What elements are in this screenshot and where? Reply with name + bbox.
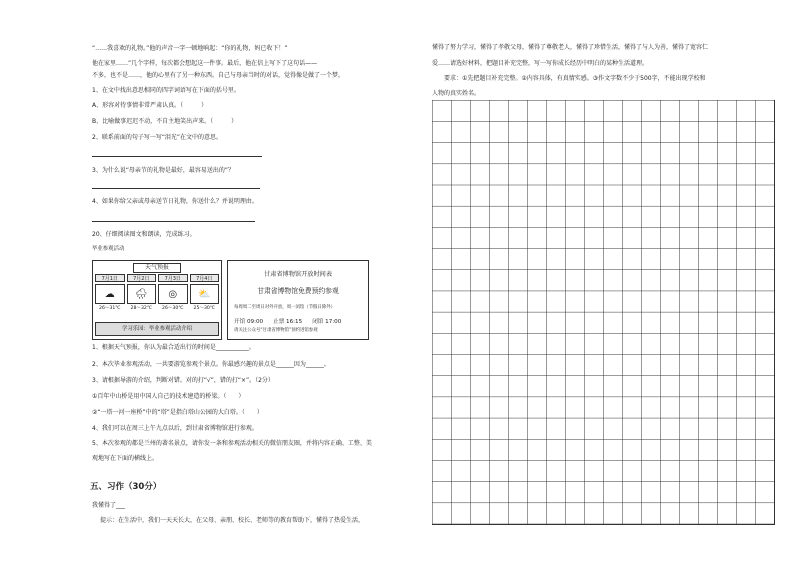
weather-note: 学习乐园：毕业参观活动介绍: [95, 322, 219, 336]
question-1: 1、在文中找出意思相同的四字词语写在下面的括号里。: [92, 87, 240, 94]
text-line: 爱……请选好材料，把题目补充完整，写一写你成长经历中明白的某种生活道理。: [432, 60, 649, 67]
weather-date: 7月1日: [95, 274, 125, 282]
weather-temp: 26～30℃: [162, 306, 184, 311]
writing-grid[interactable]: [432, 100, 775, 525]
question-2: 2、联系前面的句子写一写“泪光”在文中的意思。: [92, 134, 223, 141]
question-4: 4、如果你给父亲或母亲送节日礼物，你送什么？并说明理由。: [92, 198, 258, 205]
museum-subtitle: 甘肃省博物馆免费预约参观: [257, 287, 339, 295]
partly-cloudy-icon: ⛅: [190, 284, 220, 304]
text-line: “……我喜欢的礼物。”他的声音一字一顿地响起：“你的礼物，妈已收下！”: [92, 45, 288, 52]
cloud-icon: ☁: [95, 284, 125, 304]
weather-title: 天气预报: [133, 263, 181, 273]
sub-question-5-cont: 观地写在下面的横线上。: [92, 455, 159, 462]
sub-question-2: 2、本次毕业参观活动，一共要游览参观个景点。你最感兴趣的景点是______因为______。: [92, 361, 330, 368]
rain-icon: 🌧: [127, 284, 157, 304]
sub-question-3: 3、请根据导游的介绍，判断对错。对的打“√”，错的打“×”。（2分）: [92, 377, 274, 384]
weather-date: 7月4日: [190, 274, 220, 282]
museum-stop-time: 止票 16:15: [273, 319, 303, 325]
sub-question-4: 4、我们可以在周三上午九点以后，到甘肃省博物馆进行参观。: [92, 425, 258, 432]
essay-hint: 提示：在生活中，我们一天天长大，在父母、亲朋、校长、老师等的教育帮助下，懂得了热爱生活，: [100, 517, 365, 524]
museum-hours-note: 每周周二至周日对外开放，周一闭馆（节假日除外）: [234, 305, 335, 310]
weather-forecast-card: [92, 260, 222, 340]
weather-temp: 25～30℃: [193, 306, 215, 311]
museum-timetable-card: [227, 260, 369, 340]
section-heading: 五、习作（30分）: [90, 482, 162, 492]
essay-requirements: 要求：①先把题目补充完整。②内容具体，有真情实感。③作文字数不少于500字，不能出现学校和: [444, 75, 706, 82]
museum-close-time: 闭馆 17:00: [312, 319, 342, 325]
text-line: 他在家里……”几个字样，每次都会想起这一件事。最后，他在信上写下了这句话——: [92, 60, 318, 67]
question-1a: A、形容对待事情非常严肃认真。（ ）: [92, 102, 208, 109]
question-1b: B、比喻做事迟迟不动，不自主地笑出声来。（ ）: [92, 118, 238, 125]
answer-line[interactable]: [92, 156, 262, 157]
caption: 毕业参观活动: [92, 246, 125, 252]
museum-open-time: 开馆 09:00: [234, 319, 264, 325]
sub-question-5: 5、本次参观的都是兰州的著名景点，请你发一条和参观活动相关的微信朋友圈，并将内容正确、工整、美: [92, 440, 372, 447]
sub-question-3b: ②“一塔一河一座桥”中的“塔”是指白塔山公园的大白塔。（ ）: [92, 409, 263, 416]
answer-line[interactable]: [92, 221, 255, 222]
question-3: 3、为什么说“母亲节的礼物是最好，最容易送出的”？: [92, 167, 235, 174]
question-20: 20、仔细阅读图文和朗读，完成练习。: [92, 231, 196, 238]
museum-title: 甘肃省博物馆开放时间表: [263, 271, 333, 278]
haze-icon: ◎: [158, 284, 188, 304]
answer-line[interactable]: [92, 188, 260, 189]
weather-temp: 28～32℃: [130, 306, 152, 311]
essay-requirements-cont: 人物的真实姓名。: [432, 90, 481, 97]
weather-temp: 26～31℃: [99, 306, 121, 311]
weather-date: 7月3日: [158, 274, 188, 282]
museum-booking-note: 请关注公众号“甘肃省博物馆”预约进馆参观: [234, 328, 318, 333]
text-line: 懂得了努力学习，懂得了孝敬父母，懂得了尊敬老人，懂得了珍惜生活，懂得了与人为善，懂得了宽容仁: [432, 44, 709, 51]
sub-question-3a: ①百年中山桥是用中国人自己的技术建造的桥梁。（ ）: [92, 393, 245, 400]
sub-question-1: 1、根据天气预报，你认为最合适出行的时间是___________。: [92, 344, 255, 351]
weather-date: 7月2日: [127, 274, 157, 282]
text-line: 不多，也不是……，他的心里有了另一种东西。自己与母亲当时的对话，觉得像是做了一个梦。: [92, 72, 345, 79]
essay-title: 我懂得了___: [92, 502, 126, 509]
